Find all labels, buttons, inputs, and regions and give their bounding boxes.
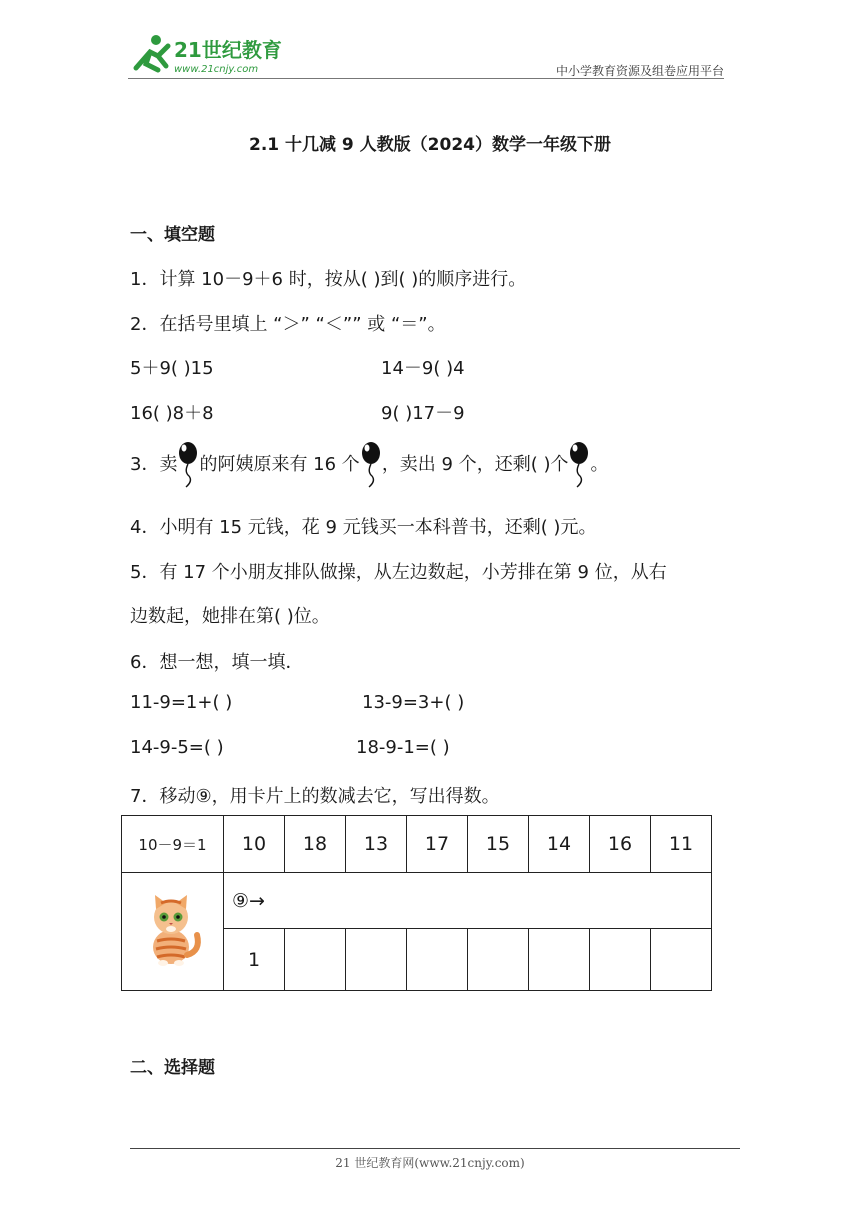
question-7-prompt: 7．移动⑨，用卡片上的数减去它，写出得数。 [130, 786, 500, 807]
question-6-item-2: 13-9=3+( ) [362, 692, 465, 713]
question-1: 1．计算 10－9＋6 时，按从( )到( )的顺序进行。 [130, 269, 527, 290]
question-2-prompt: 2．在括号里填上 “＞” “＜”” 或 “＝”。 [130, 314, 446, 335]
balloon-icon [568, 442, 590, 488]
card-number: 10 [224, 816, 285, 873]
question-6-item-3: 14-9-5=( ) [130, 737, 224, 758]
question-2-item-1: 5＋9( )15 [130, 358, 214, 379]
card-number: 17 [407, 816, 468, 873]
q3-part-4: 。 [590, 454, 609, 475]
answer-cell[interactable] [529, 929, 590, 991]
answer-cell[interactable] [651, 929, 712, 991]
answer-cell[interactable]: 1 [224, 929, 285, 991]
card-number: 16 [590, 816, 651, 873]
question-2-item-2: 14－9( )4 [381, 358, 465, 379]
question-2-item-3: 16( )8＋8 [130, 403, 214, 424]
card-number: 15 [468, 816, 529, 873]
q3-part-2: 的阿姨原来有 16 个 [199, 454, 360, 475]
q3-part-3: ，卖出 9 个，还剩( )个 [381, 454, 569, 475]
site-logo [128, 30, 288, 76]
question-2-item-4: 9( )17－9 [381, 403, 465, 424]
answer-cell[interactable] [590, 929, 651, 991]
card-number: 14 [529, 816, 590, 873]
question-5-line-2: 边数起，她排在第( )位。 [130, 606, 330, 627]
question-6-item-4: 18-9-1=( ) [356, 737, 450, 758]
question-5-line-1: 5．有 17 个小朋友排队做操，从左边数起，小芳排在第 9 位，从右 [130, 562, 667, 583]
question-6-prompt: 6．想一想，填一填． [130, 652, 304, 673]
question-3 [130, 442, 608, 488]
example-equation: 10－9＝1 [122, 816, 224, 873]
answer-cell[interactable] [468, 929, 529, 991]
question-6-item-1: 11-9=1+( ) [130, 692, 233, 713]
move-nine-arrow: ⑨→ [224, 873, 712, 929]
logo-text: 21世纪教育 [174, 38, 282, 62]
balloon-icon [360, 442, 382, 488]
table-row [122, 873, 712, 929]
question-4: 4．小明有 15 元钱，花 9 元钱买一本科普书，还剩( )元。 [130, 517, 597, 538]
table-row [122, 816, 712, 873]
answer-cell[interactable] [407, 929, 468, 991]
section-heading-fill-blank: 一、填空题 [130, 225, 215, 245]
header-divider [128, 78, 724, 79]
footer-divider [130, 1148, 740, 1149]
q3-part-1: 3．卖 [130, 454, 178, 475]
card-number: 13 [346, 816, 407, 873]
cat-icon [141, 891, 205, 967]
answer-cell[interactable] [285, 929, 346, 991]
card-number: 11 [651, 816, 712, 873]
subtraction-card-table [121, 815, 712, 991]
cat-image-cell [122, 873, 224, 991]
card-number: 18 [285, 816, 346, 873]
balloon-icon [177, 442, 199, 488]
footer-text: 21 世纪教育网(www.21cnjy.com) [335, 1156, 525, 1170]
page-title: 2.1 十几减 9 人教版（2024）数学一年级下册 [248, 135, 611, 155]
platform-text: 中小学教育资源及组卷应用平台 [555, 64, 724, 78]
section-heading-multiple-choice: 二、选择题 [130, 1058, 215, 1078]
answer-cell[interactable] [346, 929, 407, 991]
logo-url: www.21cnjy.com [174, 64, 259, 75]
